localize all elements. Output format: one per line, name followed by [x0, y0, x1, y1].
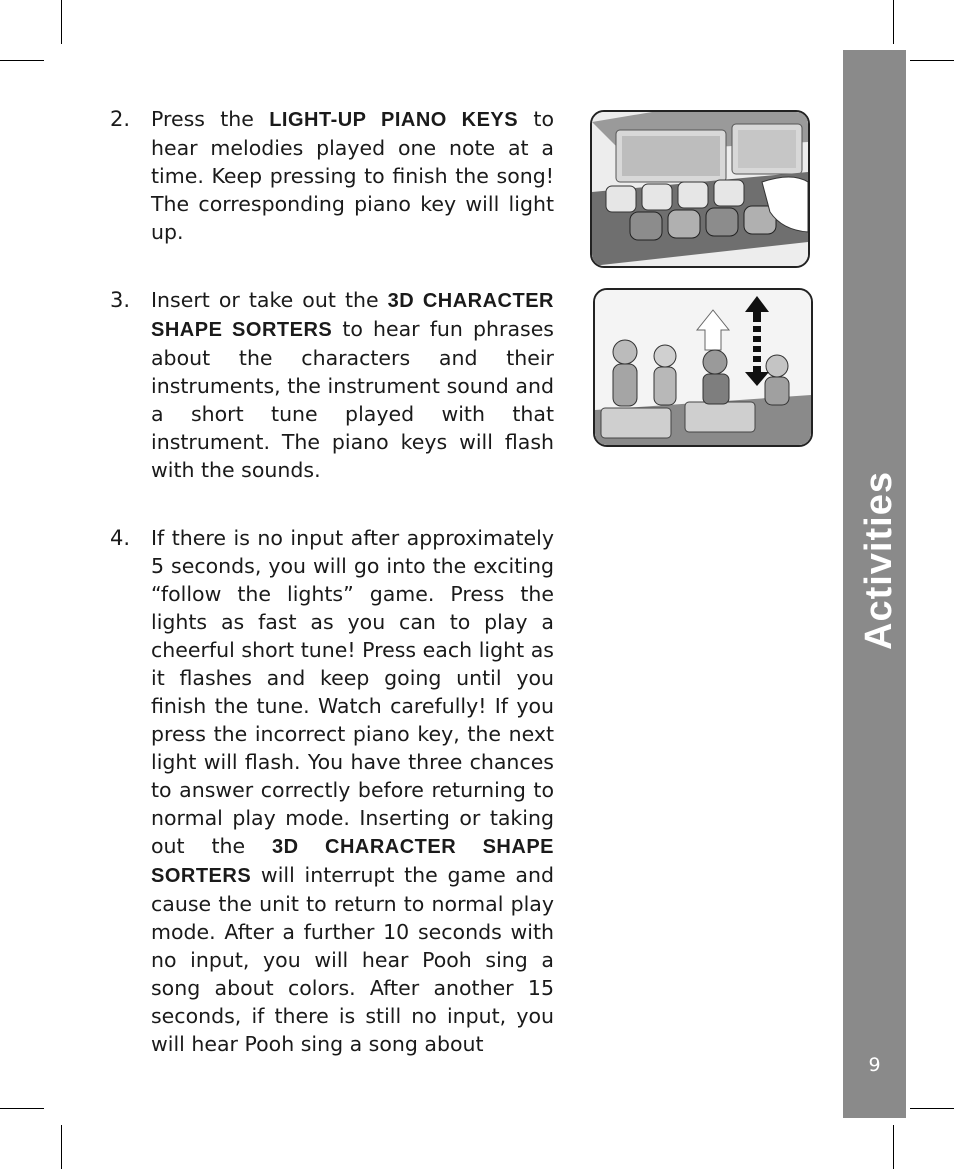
crop-mark	[61, 1125, 62, 1169]
item-text	[151, 524, 554, 1058]
page-number: 9	[868, 1054, 881, 1076]
crop-mark	[0, 1108, 44, 1109]
list-item	[110, 524, 554, 1058]
shape-sorters-image	[595, 290, 811, 445]
crop-mark	[910, 1108, 954, 1109]
item-number: 4.	[110, 526, 131, 550]
item-text	[151, 105, 554, 246]
body-text: to hear melodies played one note at a time. Keep pressing to finish the song! The corresponding piano key will light up.	[151, 107, 554, 244]
item-number: 3.	[110, 288, 131, 312]
body-text: Press the	[151, 107, 270, 131]
crop-mark	[893, 1125, 894, 1169]
piano-keys-image	[592, 112, 808, 266]
piano-keys-illustration	[590, 110, 810, 268]
section-title: Activities	[858, 471, 900, 650]
body-text: to hear fun phrases about the characters and their instruments, the instrument sound and a short tune played with that instrument. The piano keys will flash with the sounds.	[151, 317, 554, 482]
list-item	[110, 286, 554, 484]
list-item	[110, 105, 554, 246]
crop-mark	[0, 60, 44, 61]
crop-mark	[61, 0, 62, 44]
keyword-text: LIGHT-UP PIANO KEYS	[269, 109, 519, 131]
keyword-text: 3D CHARACTER SHAPE SORTERS	[151, 836, 554, 887]
item-number: 2.	[110, 107, 131, 131]
shape-sorters-illustration	[593, 288, 813, 447]
item-text	[151, 286, 554, 484]
body-text: Insert or take out the	[151, 288, 388, 312]
body-text: will interrupt the game and cause the unit to return to normal play mode. After a further 10 seconds with no input, you will hear Pooh sing a song about colors. After another 15 seconds, if there is still no input, you will hear Pooh sing a song about	[151, 863, 554, 1056]
crop-mark	[910, 60, 954, 61]
body-text: If there is no input after approximately 5 seconds, you will go into the exciting “follow the lights” game. Press the lights as fast as you can to play a cheerful short tune! Press each light as it flashes and keep going until you finish the tune. Watch carefully! If you press the incorrect piano key, the next light will flash. You have three chances to answer correctly before returning to normal play mode. Inserting or taking out the	[151, 526, 554, 858]
crop-mark	[893, 0, 894, 44]
keyword-text: 3D CHARACTER SHAPE SORTERS	[151, 290, 554, 341]
